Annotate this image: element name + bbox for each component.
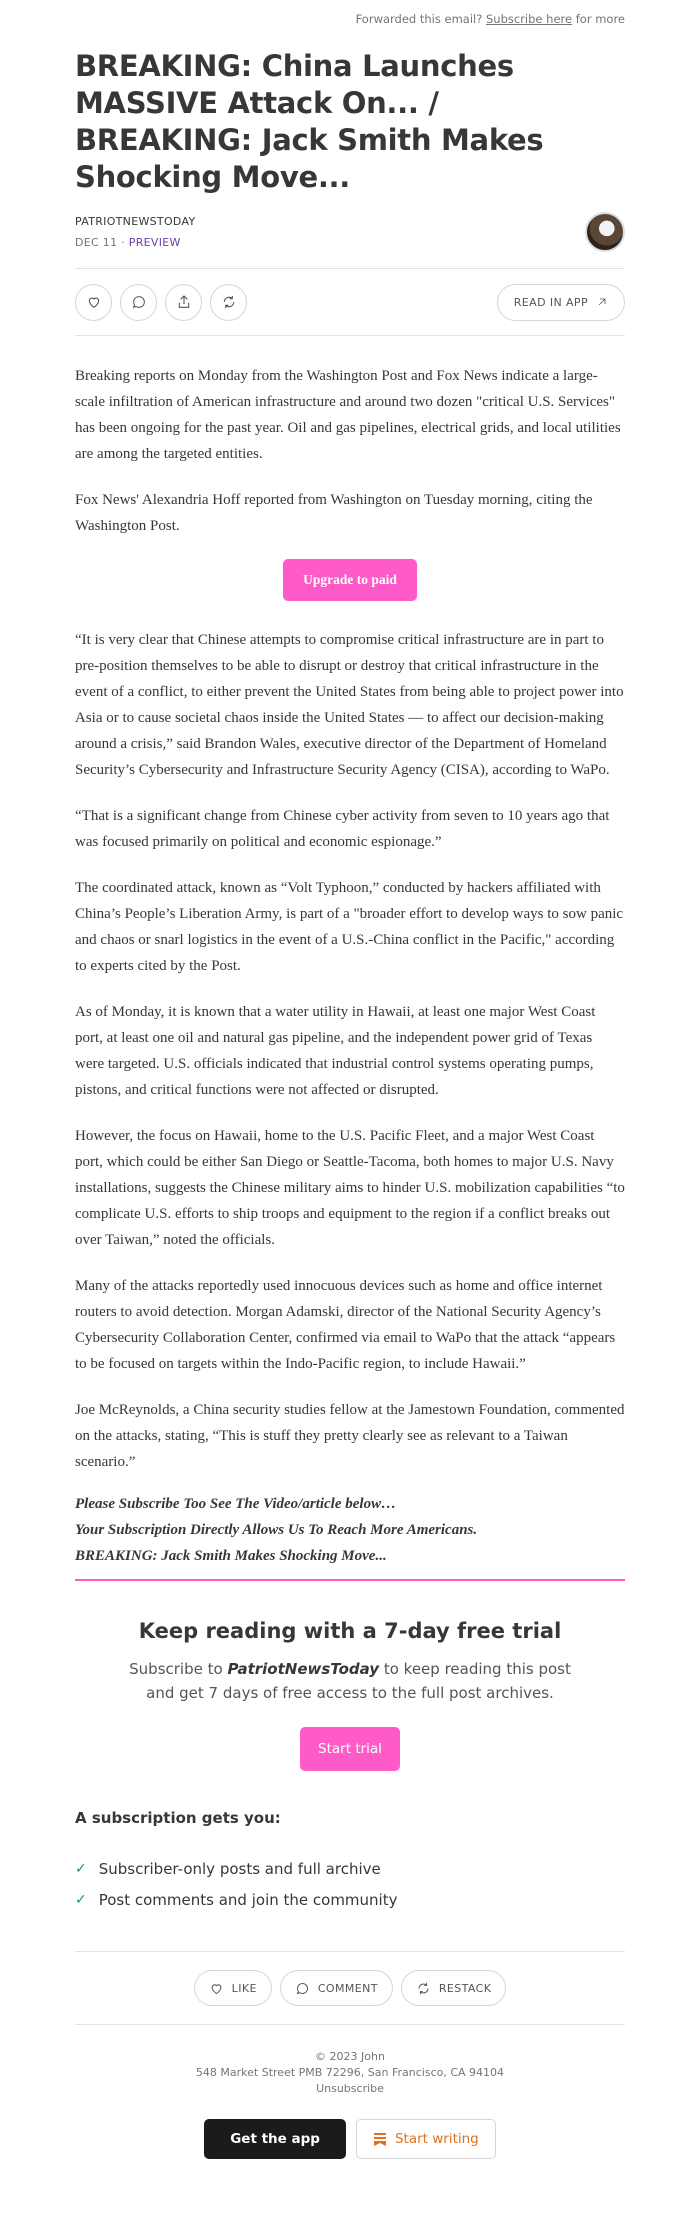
read-in-app-label: READ IN APP — [513, 295, 588, 309]
comment-label: COMMENT — [317, 1981, 378, 1995]
post-title[interactable]: BREAKING: China Launches MASSIVE Attack On... / BREAKING: Jack Smith Makes Shocking Move... — [75, 49, 544, 194]
restack-icon — [416, 1981, 431, 1996]
preview-label: PREVIEW — [128, 236, 181, 249]
comment-pill-button[interactable] — [280, 1970, 393, 2006]
share-icon — [176, 294, 192, 310]
publication-avatar[interactable] — [585, 212, 625, 252]
heart-icon — [86, 294, 102, 310]
publication-name[interactable]: PATRIOTNEWSTODAY — [75, 215, 196, 228]
body-paragraph: Fox News' Alexandria Hoff reported from Washington on Tuesday morning, citing the Washington Post. — [75, 492, 593, 534]
paywall-publication-name: PatriotNewsToday — [227, 1660, 380, 1678]
restack-label: RESTACK — [438, 1981, 492, 1995]
restack-icon — [221, 294, 237, 310]
body-paragraph: Many of the attacks reportedly used innocuous devices such as home and office internet routers to avoid detection. Morgan Adamski, director of the National Security Agency’s Cybersecurity Collaboration Center, confirmed via email to WaPo that the attack “appears to be focused on targets within the Indo-Pacific region, to include Hawaii.” — [75, 1278, 616, 1372]
subscribe-appeal — [75, 1491, 625, 1569]
body-paragraph: “It is very clear that Chinese attempts to compromise critical infrastructure are in part to pre-position themselves to be able to disrupt or destroy that critical infrastructure in the event of a conflict, to either prevent the United States from being able to project power into Asia or to cause societal chaos inside the United States — to affect our decision-making around a crisis,” said Brandon Wales, executive director of the Department of Homeland Security’s Cybersecurity and Infrastructure Security Agency (CISA), according to WaPo. — [75, 632, 624, 778]
footer — [75, 2049, 625, 2097]
like-label: LIKE — [231, 1981, 257, 1995]
post-actions — [75, 269, 625, 335]
forwarded-text: Forwarded this email? — [355, 12, 483, 26]
benefits-list — [75, 1853, 625, 1915]
like-pill-button[interactable] — [194, 1970, 272, 2006]
paywall-heading: Keep reading with a 7-day free trial — [138, 1619, 562, 1643]
paywall-sub-after: to keep reading this post and get 7 days of free access to the full post archives. — [146, 1660, 571, 1702]
restack-pill-button[interactable] — [401, 1970, 506, 2006]
appeal-line: Your Subscription Directly Allows Us To Reach More Americans. — [75, 1522, 478, 1538]
body-paragraph: However, the focus on Hawaii, home to the U.S. Pacific Fleet, and a major West Coast port, which could be either San Diego or Seattle-Tacoma, both homes to major U.S. Navy installations, suggests the Chinese military aims to hinder U.S. mobilization capabilities “to complicate U.S. efforts to ship troops and equipment to the region if a conflict breaks out over Taiwan,” noted the officials. — [75, 1128, 625, 1248]
bottom-actions — [75, 1952, 625, 2024]
get-the-app-button[interactable]: Get the app — [204, 2119, 346, 2159]
for-more-text: for more — [575, 12, 625, 26]
app-cta-row — [75, 2119, 625, 2159]
paywall — [75, 1619, 625, 1771]
heart-icon — [209, 1981, 224, 1996]
comment-button[interactable] — [120, 284, 157, 321]
body-paragraph: Breaking reports on Monday from the Washington Post and Fox News indicate a large-scale infiltration of American infrastructure and around two dozen "critical U.S. Services" has been ongoing for the past year. Oil and gas pipelines, electrical grids, and local utilities are among the targeted entities. — [75, 368, 621, 462]
actions-divider — [75, 335, 625, 336]
post-body — [75, 363, 625, 1569]
comment-icon — [131, 294, 147, 310]
body-paragraph: As of Monday, it is known that a water utility in Hawaii, at least one major West Coast port, at least one oil and natural gas pipeline, and the independent power grid of Texas were targeted. U.S. officials indicated that industrial control systems operating pumps, pistons, and critical functions were not affected or disrupted. — [75, 1004, 596, 1098]
address: 548 Market Street PMB 72296, San Francisco, CA 94104 — [195, 2066, 505, 2079]
read-in-app-button[interactable] — [497, 284, 625, 321]
benefit-item — [75, 1884, 625, 1915]
post-date: DEC 11 — [75, 236, 118, 249]
paywall-sub-before: Subscribe to — [129, 1660, 228, 1678]
start-trial-button[interactable]: Start trial — [300, 1727, 400, 1771]
subscription-benefits-heading: A subscription gets you: — [75, 1809, 281, 1827]
share-button[interactable] — [165, 284, 202, 321]
benefit-label: Subscriber-only posts and full archive — [98, 1859, 381, 1878]
start-writing-button[interactable] — [356, 2119, 496, 2159]
post-date-row — [75, 236, 195, 249]
unsubscribe-link[interactable]: Unsubscribe — [316, 2082, 384, 2095]
bottom-divider — [75, 2024, 625, 2025]
date-separator: · — [121, 236, 125, 249]
content-column — [75, 0, 625, 2159]
benefit-label: Post comments and join the community — [98, 1890, 398, 1909]
substack-logo-icon — [373, 2132, 387, 2146]
copyright: © 2023 John — [315, 2050, 385, 2063]
appeal-line: BREAKING: Jack Smith Makes Shocking Move... — [75, 1548, 387, 1564]
byline — [75, 210, 625, 254]
forwarded-banner — [75, 0, 625, 30]
paywall-divider — [75, 1579, 625, 1581]
body-paragraph: The coordinated attack, known as “Volt Typhoon,” conducted by hackers affiliated with China’s People’s Liberation Army, is part of a "broader effort to develop ways to sow panic and chaos or snarl logistics in the event of a U.S.-China conflict in the Pacific," according to experts cited by the Post. — [75, 880, 624, 974]
upgrade-wrap — [75, 559, 625, 601]
check-icon: ✓ — [75, 1891, 87, 1908]
paywall-subtext — [115, 1657, 585, 1705]
arrow-up-right-icon — [596, 296, 608, 308]
upgrade-to-paid-button[interactable]: Upgrade to paid — [283, 559, 417, 601]
start-writing-label: Start writing — [394, 2131, 479, 2147]
action-icons — [75, 284, 247, 321]
comment-icon — [295, 1981, 310, 1996]
body-paragraph: “That is a significant change from Chinese cyber activity from seven to 10 years ago that was focused primarily on political and economic espionage.” — [75, 808, 610, 850]
subscribe-here-link[interactable]: Subscribe here — [486, 12, 573, 26]
restack-button[interactable] — [210, 284, 247, 321]
check-icon: ✓ — [75, 1860, 87, 1877]
like-button[interactable] — [75, 284, 112, 321]
benefit-item — [75, 1853, 625, 1884]
appeal-line: Please Subscribe Too See The Video/article below… — [75, 1496, 397, 1512]
body-paragraph: Joe McReynolds, a China security studies fellow at the Jamestown Foundation, commented on the attacks, stating, “This is stuff they pretty clearly see as relevant to a Taiwan scenario.” — [75, 1402, 625, 1470]
